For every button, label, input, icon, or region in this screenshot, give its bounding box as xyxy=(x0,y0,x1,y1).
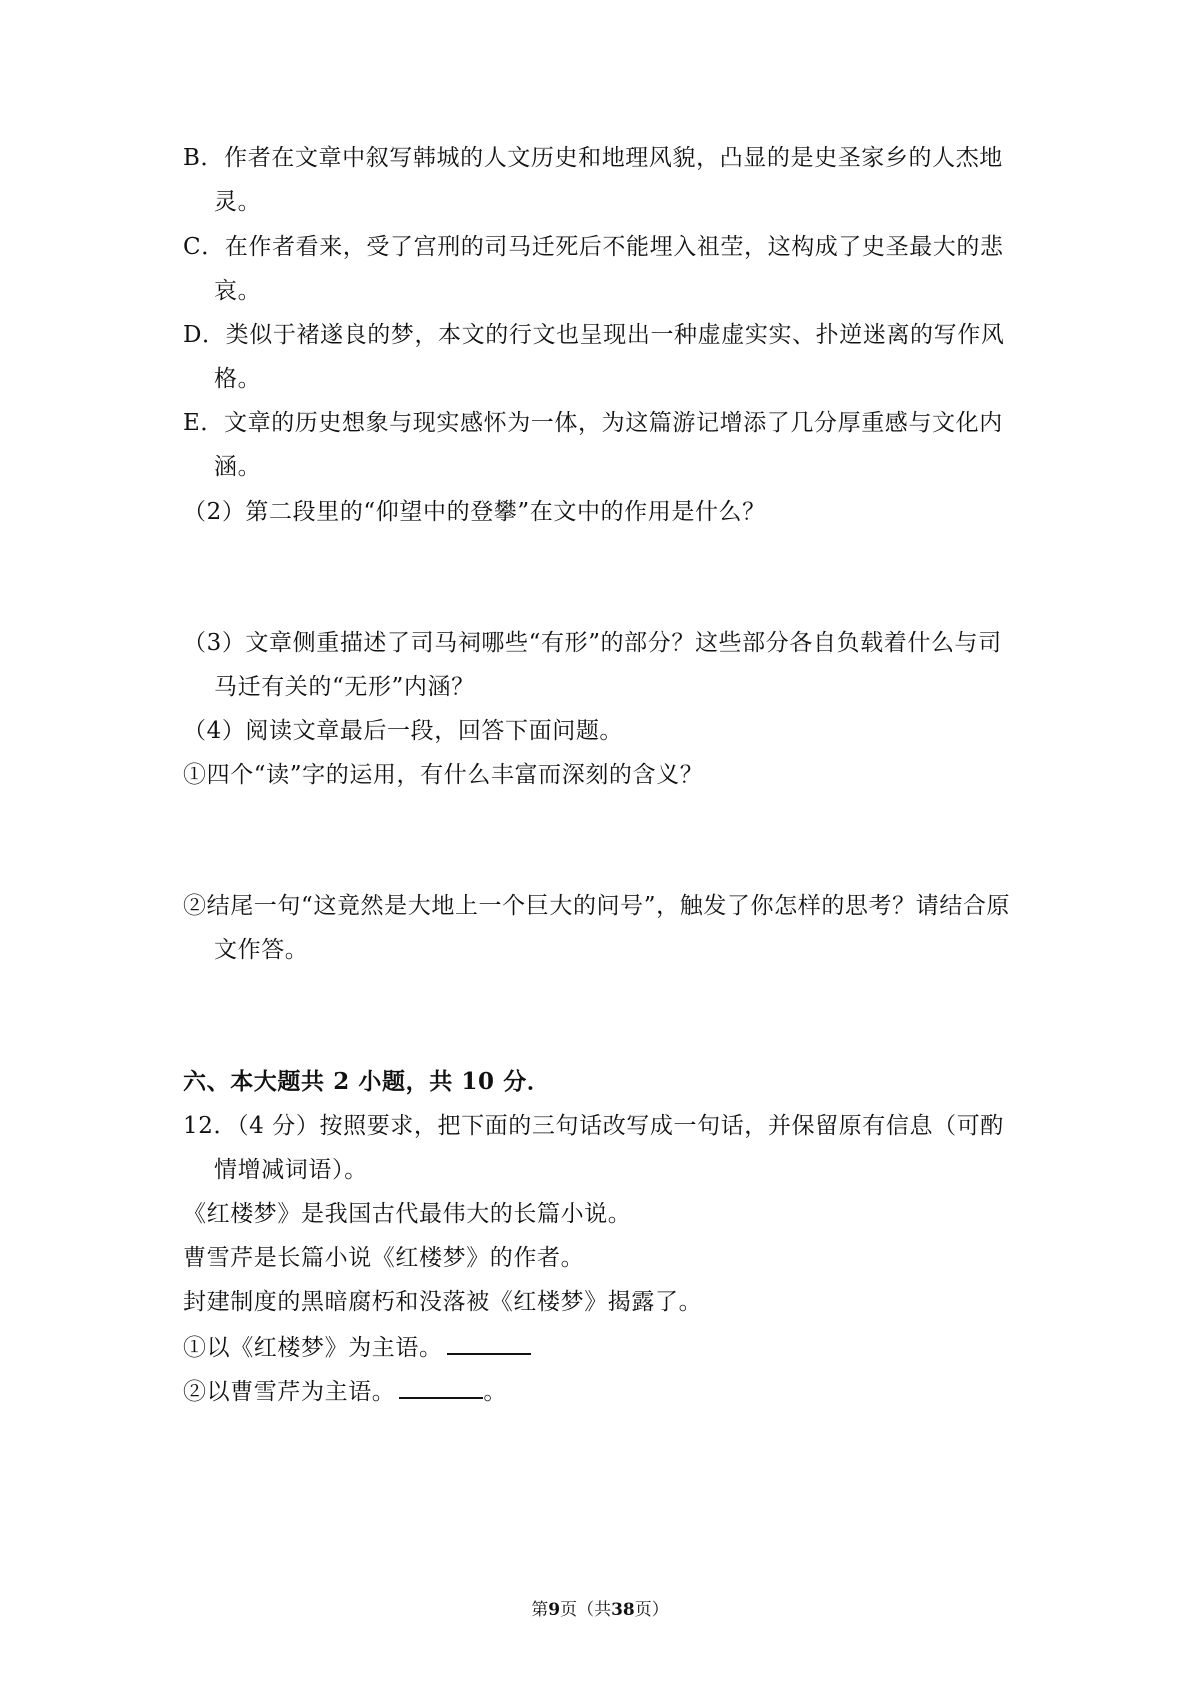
sentence-1: 《红楼梦》是我国古代最伟大的长篇小说。 xyxy=(183,1201,632,1227)
question-4: （4）阅读文章最后一段，回答下面问题。 xyxy=(183,718,624,744)
answer-1-row xyxy=(183,1331,531,1363)
option-b-line1: B．作者在文章中叙写韩城的人文历史和地理风貌，凸显的是史圣家乡的人杰地 xyxy=(183,145,1003,171)
answer-2-row xyxy=(183,1375,507,1407)
sentence-3: 封建制度的黑暗腐朽和没落被《红楼梦》揭露了。 xyxy=(183,1289,703,1315)
option-d-line1: D．类似于褚遂良的梦，本文的行文也呈现出一种虚虚实实、扑逆迷离的写作风 xyxy=(183,322,1005,348)
option-c-line2: 哀。 xyxy=(214,278,262,304)
option-d-line2: 格。 xyxy=(214,366,262,392)
footer-suffix: 页） xyxy=(634,1600,669,1620)
sentence-2: 曹雪芹是长篇小说《红楼梦》的作者。 xyxy=(183,1245,585,1271)
answer-1-prompt: ①以《红楼梦》为主语。 xyxy=(183,1335,443,1361)
answer-2-period: 。 xyxy=(483,1379,508,1405)
option-b-line2: 灵。 xyxy=(214,189,262,215)
question-2: （2）第二段里的“仰望中的登攀”在文中的作用是什么？ xyxy=(183,499,766,525)
question-3-line2: 马迁有关的“无形”内涵？ xyxy=(214,674,475,700)
footer-middle: 页（共 xyxy=(560,1600,612,1620)
answer-1-blank[interactable] xyxy=(447,1331,531,1355)
question-12-line2: 情增减词语）。 xyxy=(214,1157,368,1183)
question-4-sub2-line1: ②结尾一句“这竟然是大地上一个巨大的问号”，触发了你怎样的思考？请结合原 xyxy=(183,893,1011,919)
question-4-sub2-line2: 文作答。 xyxy=(214,937,309,963)
option-e-line2: 涵。 xyxy=(214,454,262,480)
footer-prefix: 第 xyxy=(531,1600,549,1620)
question-12-line1: 12．（4 分）按照要求，把下面的三句话改写成一句话，并保留原有信息（可酌 xyxy=(183,1113,1004,1139)
question-4-sub1: ①四个“读”字的运用，有什么丰富而深刻的含义？ xyxy=(183,762,704,788)
answer-2-blank[interactable] xyxy=(399,1375,483,1399)
footer-total-pages: 38 xyxy=(611,1600,635,1620)
footer-page-number: 9 xyxy=(548,1600,561,1620)
page-footer xyxy=(0,1599,1200,1621)
option-e-line1: E．文章的历史想象与现实感怀为一体，为这篇游记增添了几分厚重感与文化内 xyxy=(183,410,1003,436)
question-3-line1: （3）文章侧重描述了司马祠哪些“有形”的部分？这些部分各自负载着什么与司 xyxy=(183,630,1002,656)
option-c-line1: C．在作者看来，受了宫刑的司马迁死后不能埋入祖茔，这构成了史圣最大的悲 xyxy=(183,234,1004,260)
answer-2-prompt: ②以曹雪芹为主语。 xyxy=(183,1379,396,1405)
section-6-heading: 六、本大题共 2 小题，共 10 分． xyxy=(183,1068,551,1095)
